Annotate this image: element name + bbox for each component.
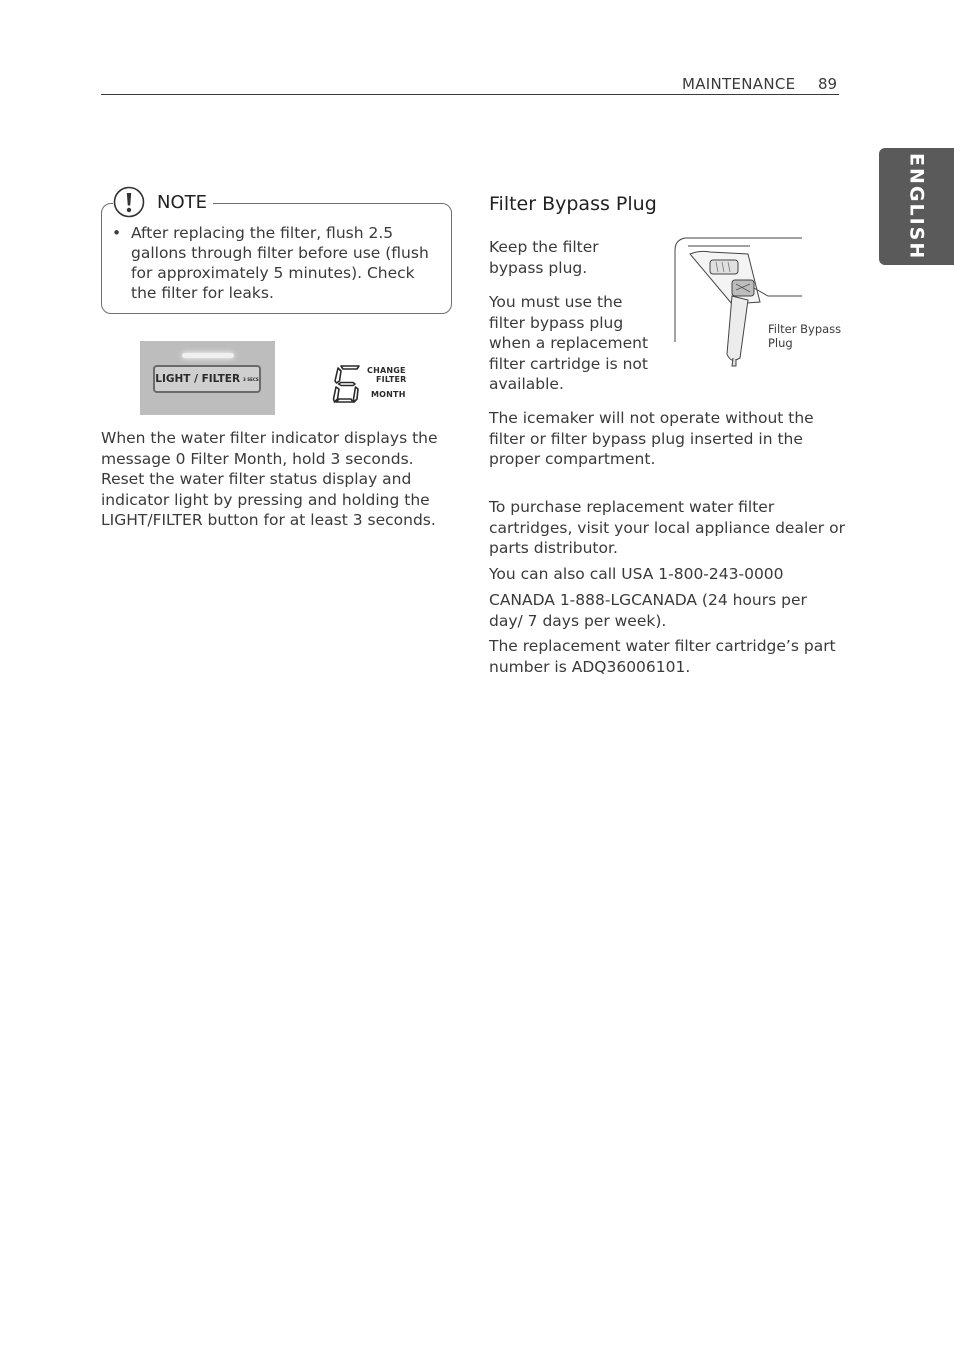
purchase-paragraph: To purchase replacement water filter cartridges, visit your local appliance dealer or parts distributor. (489, 498, 845, 557)
display-label-change: CHANGE (367, 366, 406, 375)
reset-instructions-paragraph: When the water filter indicator displays the message 0 Filter Month, hold 3 seconds. Reset the water filter status display and indicator light by pressing and holding the LIGHT/FILTER button for at least 3 seconds. (101, 429, 438, 529)
language-tab (879, 148, 954, 265)
light-filter-button-label: LIGHT / FILTER (155, 373, 241, 385)
filter-bypass-plug-illustration (670, 232, 805, 372)
page-number: 89 (818, 75, 838, 93)
exclamation-icon (113, 186, 145, 218)
light-filter-button-sublabel: 3 SECS (243, 376, 259, 382)
usa-phone-paragraph: You can also call USA 1-800-243-0000 (489, 565, 784, 583)
light-filter-button (153, 365, 261, 393)
filter-bypass-plug-callout: Filter Bypass Plug (768, 322, 842, 350)
part-number-paragraph: The replacement water filter cartridge’s part number is ADQ36006101. (489, 637, 836, 676)
indicator-light (182, 353, 234, 358)
bypass-paragraph-3: The icemaker will not operate without the filter or filter bypass plug inserted in the proper compartment. (489, 409, 814, 468)
control-panel-illustration (140, 341, 275, 415)
canada-phone-paragraph: CANADA 1-888-LGCANADA (24 hours per day/ 7 days per week). (489, 591, 807, 630)
bypass-paragraph-1: Keep the filter bypass plug. (489, 238, 599, 277)
note-title: NOTE (157, 191, 208, 213)
running-header-section: MAINTENANCE (682, 75, 796, 93)
display-label-filter: FILTER (376, 375, 407, 384)
display-label-month: MONTH (371, 390, 406, 399)
language-tab-label: ENGLISH (905, 152, 928, 261)
bypass-paragraph-2: You must use the filter bypass plug when a replacement filter cartridge is not available. (489, 293, 649, 393)
filter-month-digit (332, 364, 362, 404)
note-item: • After replacing the filter, flush 2.5 gallons through filter before use (flush for approximately 5 minutes). Check the filter for leaks. (112, 223, 442, 303)
section-heading: Filter Bypass Plug (489, 193, 657, 215)
note-list (112, 223, 442, 303)
header-rule (101, 94, 839, 95)
note-header (113, 186, 213, 218)
